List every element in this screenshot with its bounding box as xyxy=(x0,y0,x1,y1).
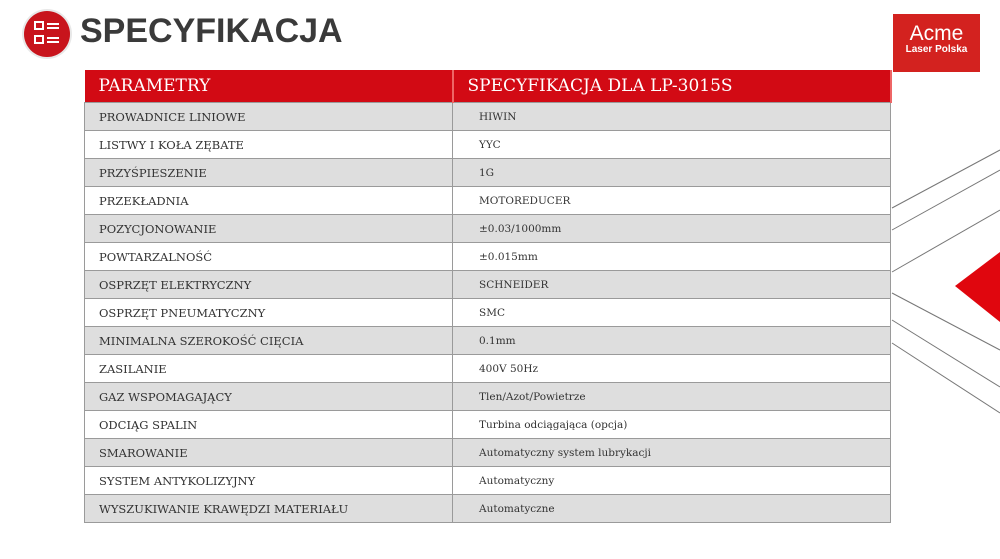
parameter-value: 0.1mm xyxy=(453,327,891,355)
parameter-name: PRZYŚPIESZENIE xyxy=(85,159,453,187)
table-row xyxy=(85,187,891,215)
table-row xyxy=(85,439,891,467)
parameter-name: ZASILANIE xyxy=(85,355,453,383)
table-row xyxy=(85,215,891,243)
table-row xyxy=(85,355,891,383)
table-row xyxy=(85,495,891,523)
parameter-name: POWTARZALNOŚĆ xyxy=(85,243,453,271)
checklist-icon xyxy=(24,11,70,57)
parameter-value: Automatyczny xyxy=(453,467,891,495)
table-row xyxy=(85,131,891,159)
parameter-name: SMAROWANIE xyxy=(85,439,453,467)
parameter-value: Turbina odciągająca (opcja) xyxy=(453,411,891,439)
table-row xyxy=(85,327,891,355)
parameter-name: POZYCJONOWANIE xyxy=(85,215,453,243)
page-title: SPECYFIKACJA xyxy=(80,12,343,50)
parameter-name: GAZ WSPOMAGAJĄCY xyxy=(85,383,453,411)
table-row xyxy=(85,271,891,299)
parameter-value: YYC xyxy=(453,131,891,159)
parameter-value: 1G xyxy=(453,159,891,187)
table-row xyxy=(85,243,891,271)
parameter-value: Automatyczne xyxy=(453,495,891,523)
parameter-name: WYSZUKIWANIE KRAWĘDZI MATERIAŁU xyxy=(85,495,453,523)
parameter-value: SCHNEIDER xyxy=(453,271,891,299)
logo-brand: Acme xyxy=(909,22,964,45)
header-parameters: PARAMETRY xyxy=(85,70,453,103)
table-row xyxy=(85,103,891,131)
parameter-value: Automatyczny system lubrykacji xyxy=(453,439,891,467)
parameter-value: ±0.03/1000mm xyxy=(453,215,891,243)
header-specification: SPECYFIKACJA DLA LP-3015S xyxy=(453,70,891,103)
parameter-name: ODCIĄG SPALIN xyxy=(85,411,453,439)
parameter-value: MOTOREDUCER xyxy=(453,187,891,215)
table-row xyxy=(85,411,891,439)
parameter-name: LISTWY I KOŁA ZĘBATE xyxy=(85,131,453,159)
red-arrow-shape xyxy=(955,252,1000,322)
table-row xyxy=(85,159,891,187)
parameter-name: OSPRZĘT PNEUMATYCZNY xyxy=(85,299,453,327)
parameter-name: PROWADNICE LINIOWE xyxy=(85,103,453,131)
parameter-name: OSPRZĘT ELEKTRYCZNY xyxy=(85,271,453,299)
parameter-name: SYSTEM ANTYKOLIZYJNY xyxy=(85,467,453,495)
table-row xyxy=(85,467,891,495)
logo-subtitle: Laser Polska xyxy=(905,44,968,55)
parameter-value: 400V 50Hz xyxy=(453,355,891,383)
parameter-name: PRZEKŁADNIA xyxy=(85,187,453,215)
parameter-value: SMC xyxy=(453,299,891,327)
parameter-value: HIWIN xyxy=(453,103,891,131)
parameter-name: MINIMALNA SZEROKOŚĆ CIĘCIA xyxy=(85,327,453,355)
parameter-value: Tlen/Azot/Powietrze xyxy=(453,383,891,411)
acme-logo xyxy=(893,14,980,72)
parameter-value: ±0.015mm xyxy=(453,243,891,271)
table-row xyxy=(85,299,891,327)
spec-table xyxy=(84,70,892,523)
table-row xyxy=(85,383,891,411)
